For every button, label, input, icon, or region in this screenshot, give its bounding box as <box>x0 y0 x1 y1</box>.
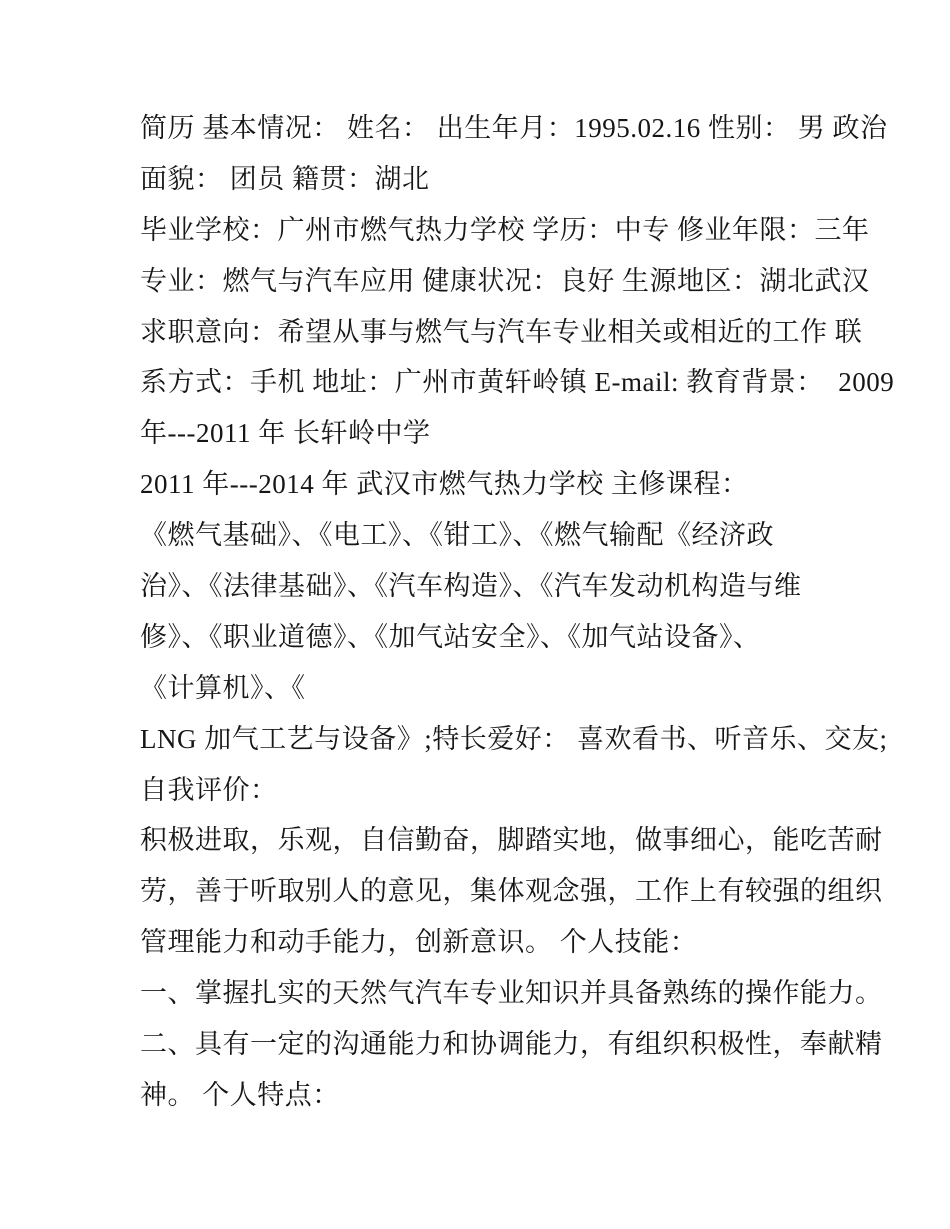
text-line-15: 积极进取，乐观，自信勤奋，脚踏实地，做事细心，能吃苦耐 <box>140 825 883 856</box>
text-line-18: 一、掌握扎实的天然气汽车专业知识并具备熟练的操作能力。 <box>140 978 883 1009</box>
text-line-7: 年---2011 年 长轩岭中学 <box>140 418 431 449</box>
text-line-9: 《燃气基础》、《电工》、《钳工》、《燃气输配《经济政 <box>140 520 774 551</box>
text-line-10: 治》、《法律基础》、《汽车构造》、《汽车发动机构造与维 <box>140 571 802 602</box>
text-line-13: LNG 加气工艺与设备》;特长爱好： 喜欢看书、听音乐、交友; <box>140 723 888 754</box>
resume-text-block <box>140 103 895 1121</box>
text-line-20: 神。 个人特点： <box>140 1079 340 1110</box>
text-line-16: 劳，善于听取别人的意见，集体观念强，工作上有较强的组织 <box>140 876 883 907</box>
text-line-4: 专业：燃气与汽车应用 健康状况：良好 生源地区：湖北武汉 <box>140 265 870 296</box>
text-line-19: 二、具有一定的沟通能力和协调能力，有组织积极性，奉献精 <box>140 1029 883 1060</box>
text-line-12: 《计算机》、《 <box>140 672 306 703</box>
text-line-1: 简历 基本情况： 姓名： 出生年月：1995.02.16 性别： 男 政治 <box>140 113 888 143</box>
text-line-2: 面貌： 团员 籍贯：湖北 <box>140 163 430 194</box>
text-line-6: 系方式：手机 地址：广州市黄轩岭镇 E-mail: 教育背景： 2009 <box>140 367 895 398</box>
text-line-8: 2011 年---2014 年 武汉市燃气热力学校 主修课程： <box>140 469 749 500</box>
text-line-3: 毕业学校：广州市燃气热力学校 学历：中专 修业年限：三年 <box>140 214 870 245</box>
text-line-17: 管理能力和动手能力，创新意识。 个人技能： <box>140 927 698 958</box>
text-line-11: 修》、《职业道德》、《加气站安全》、《加气站设备》、 <box>140 621 761 652</box>
text-line-14: 自我评价： <box>140 774 278 805</box>
text-line-5: 求职意向：希望从事与燃气与汽车专业相关或相近的工作 联 <box>140 316 863 347</box>
